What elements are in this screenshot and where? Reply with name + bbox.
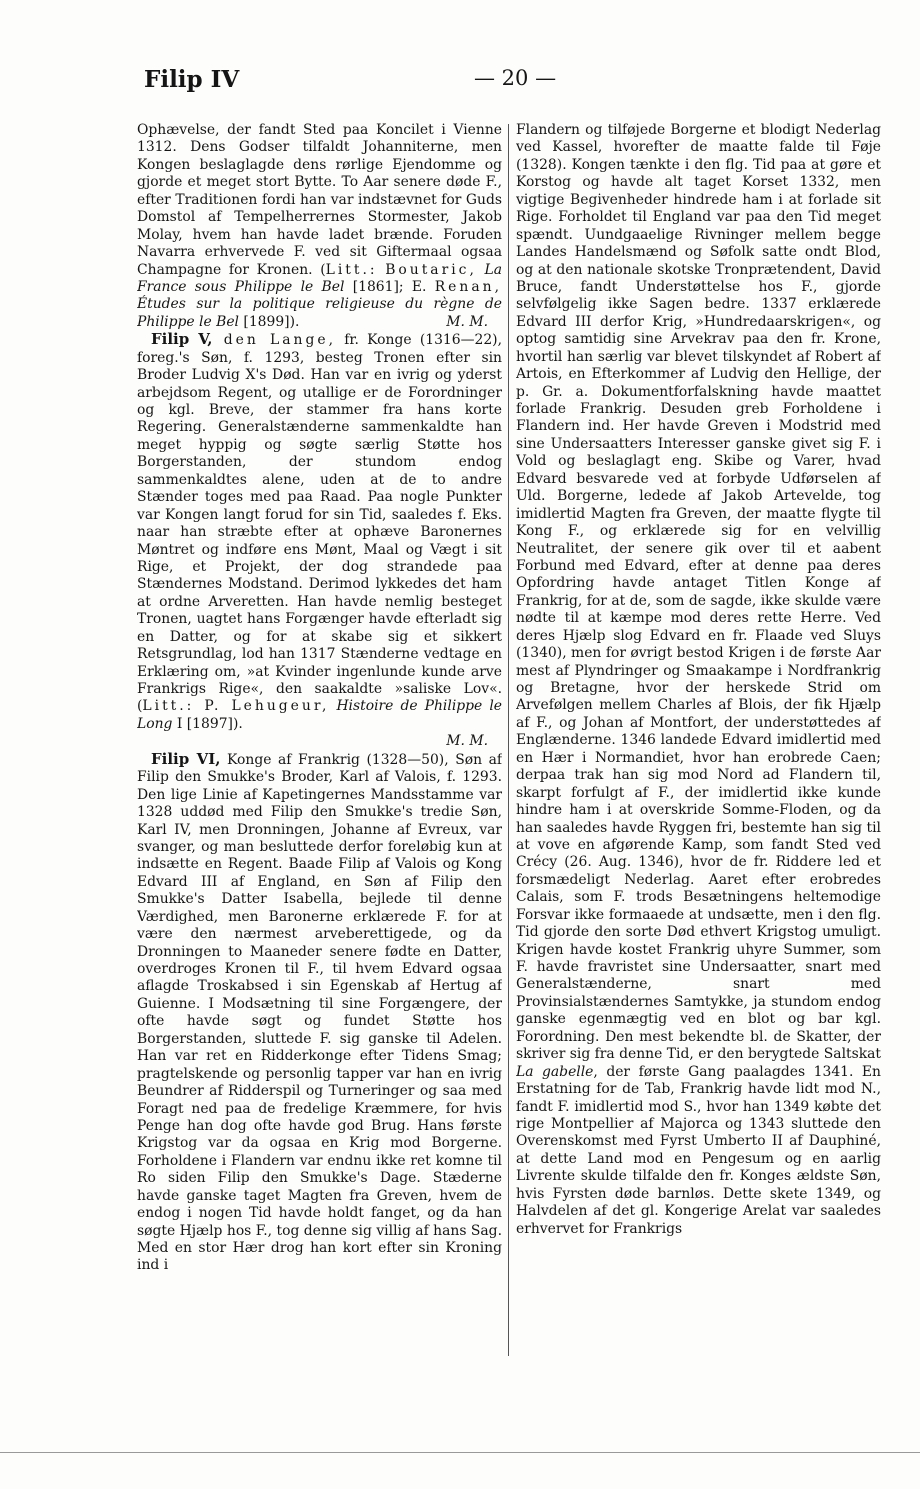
running-header bbox=[136, 62, 776, 102]
page-number: — 20 — bbox=[474, 66, 557, 90]
column-divider bbox=[508, 124, 509, 1356]
right-column bbox=[516, 122, 881, 1362]
entry-headword: Filip VI, bbox=[151, 749, 221, 768]
paragraph-continuation: Ophævelse, der fandt Sted paa Koncilet i Vienne 1312. Dens Godser tilfaldt Johanniterne, men Kongen beslaglagde dens rørlige Ejendomme og gjorde et meget stort Bytte. To Aar senere døde F., efter Traditionen fordi han var indstævnet for Guds Domstol af Tempelherrernes Stormester, Jakob Molay, hvem han havde ladet brænde. Foruden Navarra erhvervede F. ved sit Giftermaal ogsaa Champagne for Kronen. (Litt.: Boutaric, La France sous Philippe le Bel [1861]; E. Renan, Études sur la politique religieuse du règne de Philippe le Bel [1899]). M. M. bbox=[137, 122, 502, 330]
author-signature: M. M. bbox=[446, 733, 488, 750]
entry-filip-vi: Filip VI, Konge af Frankrig (1328—50), Søn af Filip den Smukke's Broder, Karl af Valois, f. 1293. Den lige Linie af Kapetingernes Mandsstamme var 1328 uddød med Filip den Smukke's tredie Søn, Karl IV, men Dronningen, Johanne af Evreux, var svanger, og man besluttede derfor foreløbig kun at indsætte en Regent. Baade Filip af Valois og Kong Edvard III af England, en Søn af Filip den Smukke's Datter Isabella, bejlede til denne Værdighed, men Baronerne erklærede F. for at være den nærmest arveberettigede, og da Dronningen to Maaneder senere fødte en Datter, overdroges Kronen til F., til hvem Edvard ogsaa aflagde Troskabsed i sin Egenskab af Hertug af Guienne. I Modsætning til sine Forgængere, der ofte havde søgt og fundet Støtte hos Borgerstanden, sluttede F. sig ganske til Adelen. Han var ret en Ridderkonge efter Tidens Smag; pragtelskende og personlig tapper var han en ivrig Beundrer af Ridderspil og Turneringer og saa med Foragt ned paa de fredelige Kræmmere, for hvis Penge han dog ofte havde god Brug. Hans første Krigstog var da ogsaa en Krig mod Borgerne. Forholdene i Flandern var endnu ikke ret komne til Ro siden Filip den Smukke's Dage. Stæderne havde ganske taget Magten fra Greven, hvem de endog i nogen Tid havde holdt fanget, og da han søgte Hjælp hos F., tog denne sig villig af hans Sag. Med en stor Hær drog han kort efter sin Kroning ind i bbox=[137, 749, 502, 1274]
running-head-title: Filip IV bbox=[144, 66, 240, 93]
author-signature: M. M. bbox=[446, 313, 488, 330]
entry-headword: Filip V, bbox=[151, 330, 213, 349]
left-column bbox=[137, 122, 502, 1362]
entry-filip-v: Filip V, den Lange, fr. Konge (1316—22), foreg.'s Søn, f. 1293, besteg Tronen efter sin Broder Ludvig X's Død. Han var en ivrig og yderst arbejdsom Regent, og utallige er de Forordninger og kgl. Breve, der stammer fra hans korte Regering. Generalstænderne sammenkaldte han meget hyppig og søgte særlig Støtte hos Borgerstanden, der stundom endog sammenkaldtes alene, uden at de to andre Stænder toges med paa Raad. Paa nogle Punkter var Kongen langt forud for sin Tid, saaledes f. Eks. naar han stræbte efter at ophæve Baronernes Møntret og indføre ens Mønt, Maal og Vægt i sit Rige, et Projekt, der dog strandede paa Stændernes Modstand. Derimod lykkedes det ham at ordne Arveretten. Han havde nemlig besteget Tronen, uagtet hans Forgænger havde efterladt sig en Datter, og for at skabe sig et sikkert Retsgrundlag, lod han 1317 Stænderne vedtage en Erklæring om, »at Kvinder ingenlunde kunde arve Frankrigs Rige«, den saakaldte »saliske Lov«. (Litt.: P. Lehugeur, Histoire de Philippe le Long I [1897]). bbox=[137, 330, 502, 732]
paragraph-continuation: Flandern og tilføjede Borgerne et blodigt Nederlag ved Kassel, hvorefter de maatte falde til Føje (1328). Kongen tænkte i den flg. Tid paa at gøre et Korstog og havde alt taget Korset 1332, men vigtige Begivenheder hindrede ham i at forlade sit Rige. Forholdet til England var paa den Tid meget spændt. Uundgaaelige Rivninger mellem begge Landes Handelsmænd og Søfolk satte ondt Blod, og at den nationale skotske Tronprætendent, David Bruce, fandt Understøttelse hos F., gjorde selvfølgelig ikke Sagen bedre. 1337 erklærede Edvard III derfor Krig, »Hundredaarskrigen«, og optog samtidig sine Arvekrav paa den fr. Krone, hvortil han særlig var blevet tilskyndet af Robert af Artois, en Efterkommer af Ludvig den Hellige, der p. Gr. a. Dokumentforfalskning havde maattet forlade Frankrig. Desuden greb Forholdene i Flandern ind. Her havde Greven i Modstrid med sine Undersaatters Interesser ganske givet sig F. i Vold og beslaglagt eng. Skibe og Varer, hvad Edvard besvarede ved at forbyde Udførselen af Uld. Borgerne, ledede af Jakob Artevelde, tog imidlertid Magten fra Greven, der maatte flygte til Kong F., og erklærede sig for en velvillig Neutralitet, der senere gik over til et aabent Forbund med Edvard, efter at denne paa deres Opfordring havde antaget Titlen Konge af Frankrig, for at de, som de sagde, ikke skulde være nødte til at kæmpe mod deres rette Herre. Ved deres Hjælp slog Edvard en fr. Flaade ved Sluys (1340), men for øvrigt bestod Krigen i de første Aar mest af Plyndringer og Smaakampe i Nordfrankrig og Bretagne, hvor der herskede Strid om Arvefølgen mellem Charles af Blois, der fik Hjælp af F., og Johan af Montfort, der understøttedes af Englænderne. 1346 landede Edvard imidlertid med en Hær i Normandiet, hvor han erobrede Caen; derpaa trak han sig mod Nord ad Flandern til, skarpt forfulgt af F., der imidlertid ikke kunde hindre ham i at overskride Somme-Floden, og da han saaledes havde Ryggen fri, bestemte han sig til at vove en afgørende Kamp, som fandt Sted ved Crécy (26. Aug. 1346), hvor de fr. Riddere led et forsmædeligt Nederlag. Aaret efter erobredes Calais, som F. trods Besætningens heltemodige Forsvar ikke formaaede at undsætte, men i den flg. Tid gjorde den sorte Død ethvert Krigstog umuligt. Krigen havde kostet Frankrig uhyre Summer, som F. havde fravristet sine Undersaatter, snart med Generalstænderne, snart med Provinsialstændernes Samtykke, ja stundom endog ganske egenmægtig ved en blot og bar kgl. Forordning. Den mest bekendte bl. de Skatter, der skriver sig fra denne Tid, er den berygtede Saltskat La gabelle, der første Gang paalagdes 1341. En Erstatning for de Tab, Frankrig havde lidt mod N., fandt F. imidlertid mod S., hvor han 1349 købte det rige Montpellier af Majorca og 1343 sluttede den Overenskomst med Fyrst Umberto II af Dauphiné, at dette Land mod en Pengesum og en aarlig Livrente skulde tilfalde den fr. Konges ældste Søn, hvis Fyrsten døde barnløs. Dette skete 1349, og Halvdelen af det gl. Kongerige Arelat var saaledes erhvervet for Frankrigs bbox=[516, 122, 881, 1237]
page-bottom-rule bbox=[0, 1452, 920, 1453]
